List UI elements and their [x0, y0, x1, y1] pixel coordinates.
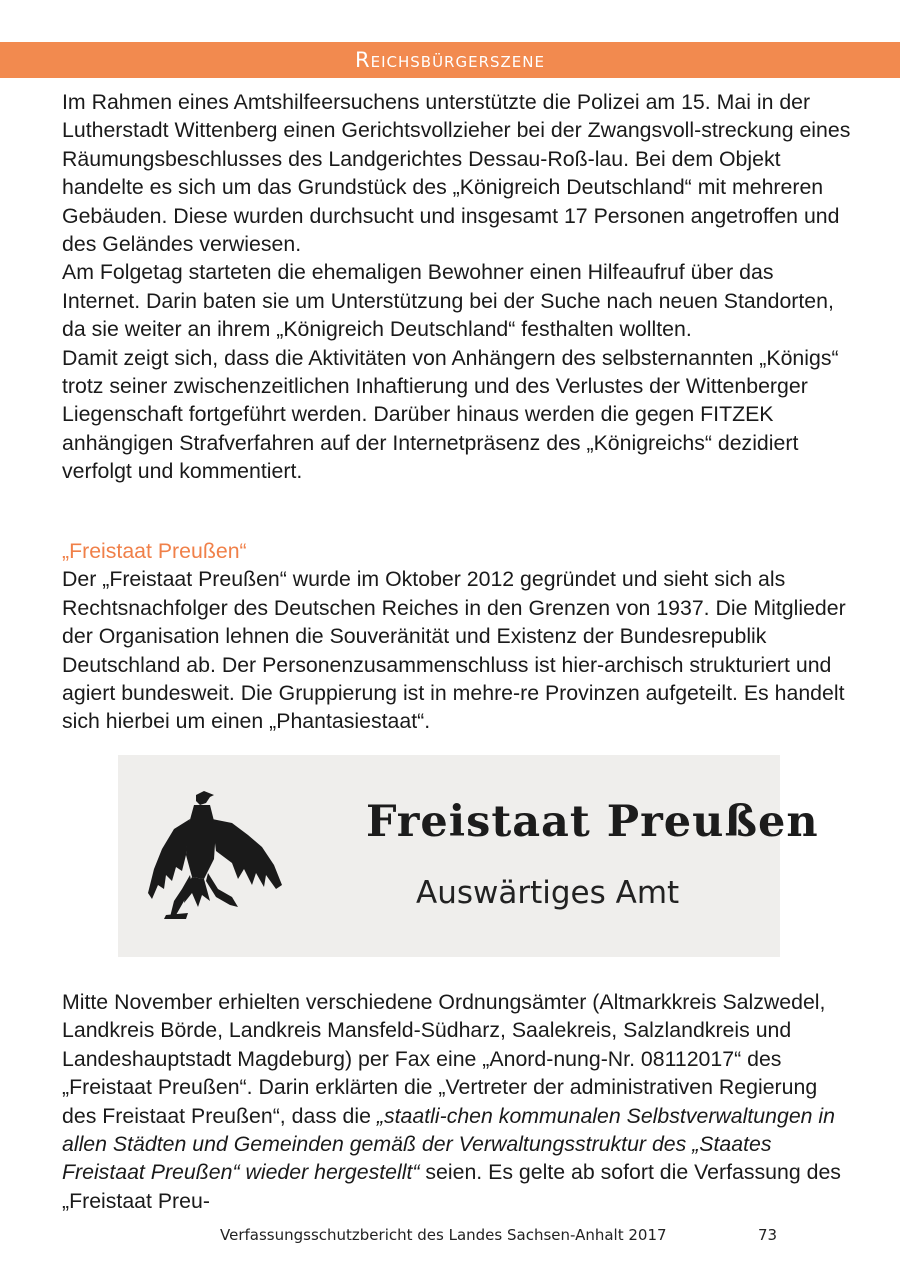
page-footer: [220, 1226, 780, 1244]
section-title: Reichsbürgerszene: [355, 48, 545, 72]
paragraph: Im Rahmen eines Amtshilfeersuchens unterstützte die Polizei am 15. Mai in der Lutherstadt Wittenberg einen Gerichtsvollzieher bei der Zwangsvoll-streckung eines Räumungsbeschlusses des Landgerichtes Dessau-Roß-lau. Bei dem Objekt handelte es sich um das Grundstück des „Königreich Deutschland“ mit mehreren Gebäuden. Diese wurden durchsucht und insgesamt 17 Personen angetroffen und des Geländes verwiesen.: [62, 90, 851, 257]
letterhead-subtitle: Auswärtiges Amt: [416, 875, 680, 911]
section2: [62, 537, 852, 736]
section3-body: [62, 988, 852, 1215]
section-header: [0, 42, 900, 78]
paragraph: [62, 988, 852, 1215]
eagle-icon: [144, 789, 286, 921]
paragraph-text: seien. Es gelte ab sofort die Verfassung des „Freistaat Preu-: [62, 1160, 841, 1213]
page-number: 73: [758, 1226, 778, 1244]
paragraph: Am Folgetag starteten die ehemaligen Bewohner einen Hilfeaufruf über das Internet. Darin baten sie um Unterstützung bei der Suche nach neuen Standorten, da sie weiter an ihrem „Königreich Deutschland“ festhalten wollten.: [62, 260, 834, 342]
letterhead-title: Freistaat Preußen: [366, 797, 819, 847]
quoted-text: „staatli-chen kommunalen Selbstverwaltungen in allen Städten und Gemeinden gemäß der Verwaltungsstruktur des „Staates Freistaat Preußen“ wieder hergestellt“: [62, 1103, 835, 1185]
paragraph-text: Mitte November erhielten verschiedene Ordnungsämter (Altmarkkreis Salzwedel, Landkreis Börde, Landkreis Mansfeld-Südharz, Saalekreis, Salzlandkreis und Landeshauptstadt Magdeburg) per Fax eine „Anord-nung-Nr. 08112017“ des „Freistaat Preußen“. Darin erklärten die „Vertreter der administrativen Regierung des Freistaat Preußen“, dass die: [62, 990, 826, 1128]
freistaat-letterhead-image: [118, 755, 819, 957]
section-heading: „Freistaat Preußen“: [62, 539, 247, 563]
paragraph: Der „Freistaat Preußen“ wurde im Oktober 2012 gegründet und sieht sich als Rechtsnachfolger des Deutschen Reiches in den Grenzen von 1937. Die Mitglieder der Organisation lehnen die Souveränität und Existenz der Bundesrepublik Deutschland ab. Der Personenzusammenschluss ist hier-archisch strukturiert und agiert bundesweit. Die Gruppierung ist in mehre-re Provinzen aufgeteilt. Es handelt sich hierbei um einen „Phantasiestaat“.: [62, 567, 846, 734]
section1-body: [62, 88, 852, 486]
paragraph: Damit zeigt sich, dass die Aktivitäten von Anhängern des selbsternannten „Königs“ trotz seiner zwischenzeitlichen Inhaftierung und des Verlustes der Wittenberger Liegenschaft fortgeführt werden. Darüber hinaus werden die gegen FITZEK anhängigen Strafverfahren auf der Internetpräsenz des „Königreichs“ dezidiert verfolgt und kommentiert.: [62, 345, 839, 484]
footer-text: Verfassungsschutzbericht des Landes Sachsen-Anhalt 2017: [220, 1226, 667, 1244]
